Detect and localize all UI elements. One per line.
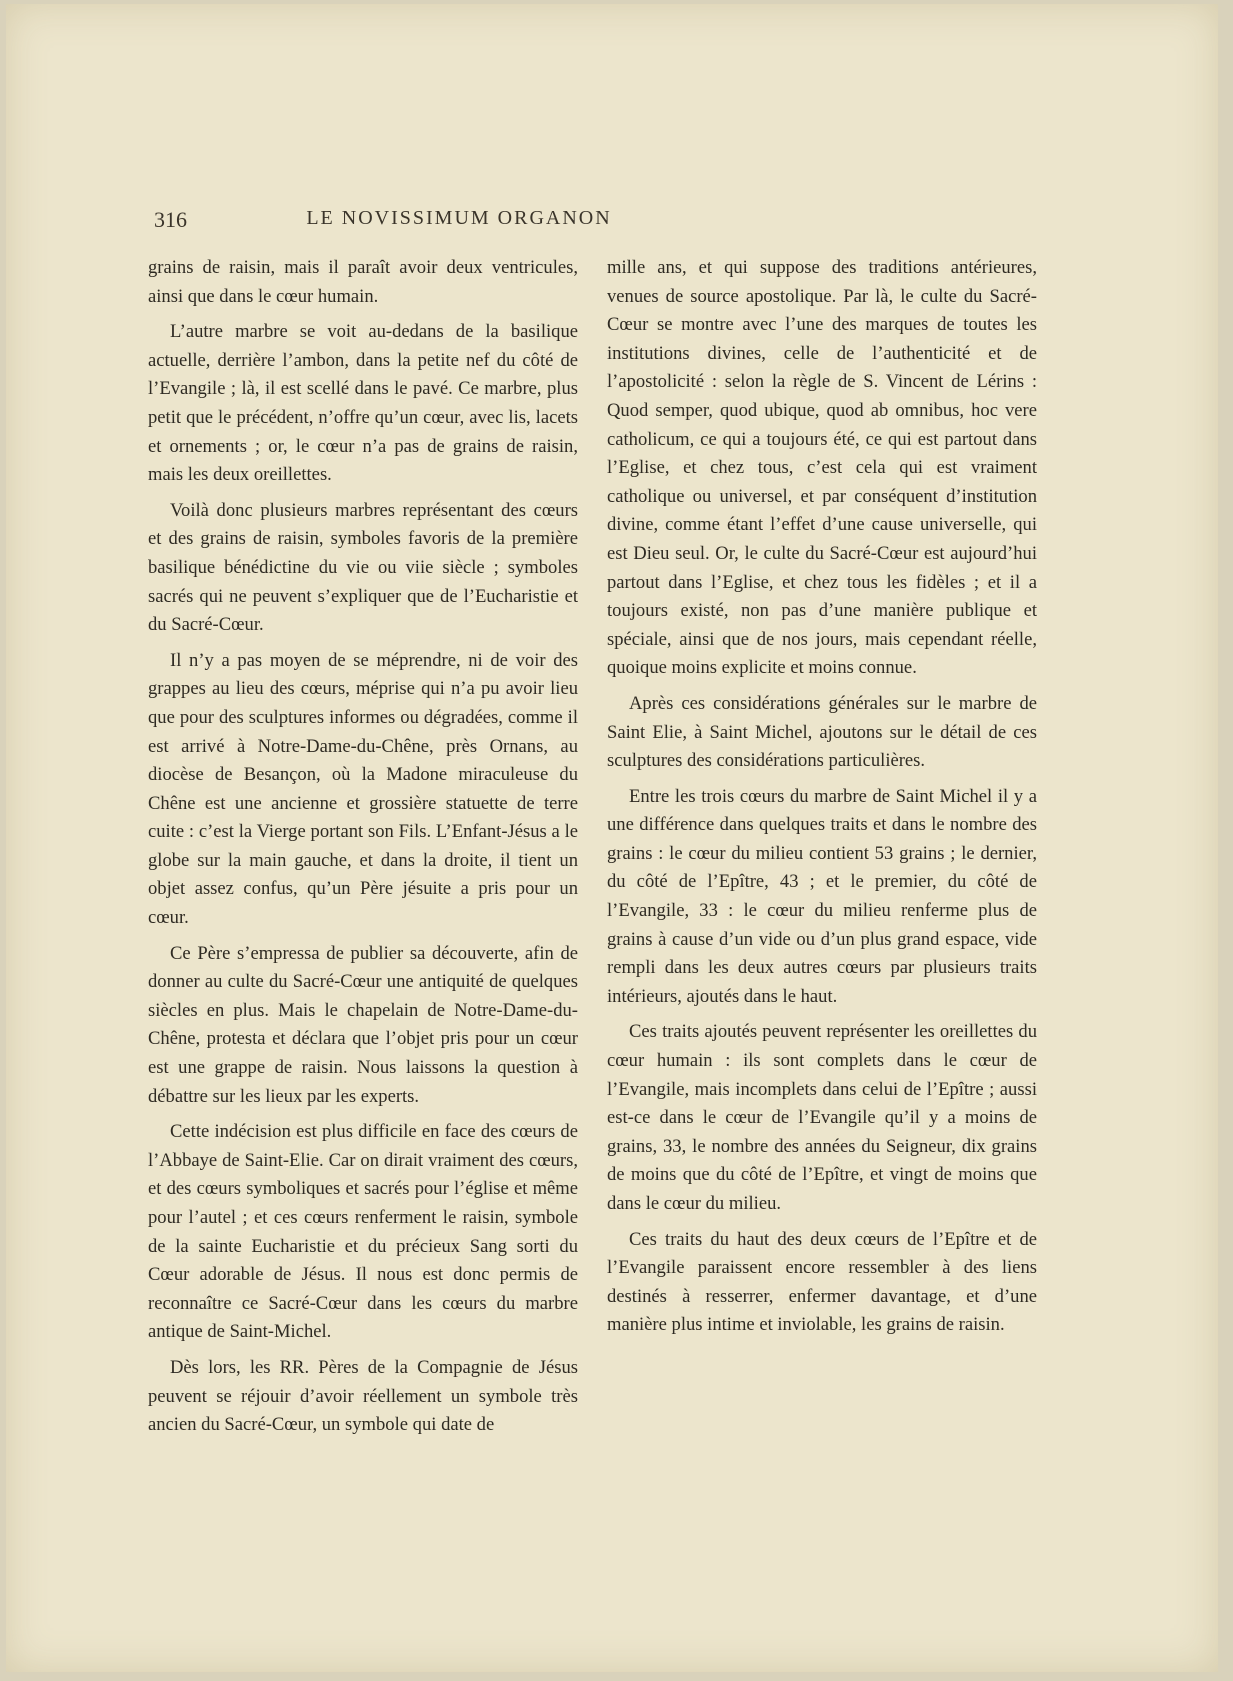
paragraph: Dès lors, les RR. Pères de la Compagnie de Jésus peuvent se réjouir d’avoir réellement un symbole très ancien du Sacré-Cœur, un symbole qui date de xyxy=(148,1356,578,1436)
right-column xyxy=(607,254,1037,1347)
left-column xyxy=(148,254,578,1447)
paragraph: Ces traits du haut des deux cœurs de l’Epître et de l’Evangile paraissent encore ressembler à des liens destinés à resserrer, enfermer davantage, et d’une manière plus intime et inviolable, les grains de raisin. xyxy=(607,1228,1037,1336)
document-page xyxy=(6,4,1218,1672)
page-header xyxy=(154,207,764,237)
paragraph: Entre les trois cœurs du marbre de Saint Michel il y a une différence dans quelques traits et dans le nombre des grains : le cœur du milieu contient 53 grains ; le dernier, du côté de l’Epître, 43 ; et le premier, du côté de l’Evangile, 33 : le cœur du milieu renferme plus de grains à cause d’un vide ou d’un plus grand espace, vide rempli dans les deux autres cœurs par plusieurs traits intérieurs, ajoutés dans le haut. xyxy=(607,785,1037,1007)
paragraph: grains de raisin, mais il paraît avoir deux ventricules, ainsi que dans le cœur humain. xyxy=(148,257,578,307)
paragraph: Cette indécision est plus difficile en face des cœurs de l’Abbaye de Saint-Elie. Car on dirait vraiment des cœurs, et des cœurs symboliques et sacrés pour l’église et même pour l’autel ; et ces cœurs renferment le raisin, symbole de la sainte Eucharistie et du précieux Sang sorti du Cœur adorable de Jésus. Il nous est donc permis de reconnaître ce Sacré-Cœur dans les cœurs du marbre antique de Saint-Michel. xyxy=(148,1121,578,1343)
running-title: LE NOVISSIMUM ORGANON xyxy=(306,207,612,229)
paragraph: Voilà donc plusieurs marbres représentant des cœurs et des grains de raisin, symboles favoris de la première basilique bénédictine du vie ou viie siècle ; symboles sacrés qui ne peuvent s’expliquer que de l’Eucharistie et du Sacré-Cœur. xyxy=(148,499,578,636)
paragraph: L’autre marbre se voit au-dedans de la basilique actuelle, derrière l’ambon, dans la petite nef du côté de l’Evangile ; là, il est scellé dans le pavé. Ce marbre, plus petit que le précédent, n’offre qu’un cœur, avec lis, lacets et ornements ; or, le cœur n’a pas de grains de raisin, mais les deux oreillettes. xyxy=(148,321,578,486)
paragraph: Ce Père s’empressa de publier sa découverte, afin de donner au culte du Sacré-Cœur une antiquité de quelques siècles en plus. Mais le chapelain de Notre-Dame-du-Chêne, protesta et déclara que l’objet pris pour un cœur est une grappe de raisin. Nous laissons la question à débattre sur les lieux par les experts. xyxy=(148,942,578,1107)
paragraph: Après ces considérations générales sur le marbre de Saint Elie, à Saint Michel, ajoutons sur le détail de ces sculptures des considérations particulières. xyxy=(607,692,1037,772)
paragraph: Il n’y a pas moyen de se méprendre, ni de voir des grappes au lieu des cœurs, méprise qui n’a pu avoir lieu que pour des sculptures informes ou dégradées, comme il est arrivé à Notre-Dame-du-Chêne, près Ornans, au diocèse de Besançon, où la Madone miraculeuse du Chêne est une ancienne et grossière statuette de terre cuite : c’est la Vierge portant son Fils. L’Enfant-Jésus a le globe sur la main gauche, et dans la droite, il tient un objet assez confus, qu’un Père jésuite a pris pour un cœur. xyxy=(148,649,578,929)
paragraph: Ces traits ajoutés peuvent représenter les oreillettes du cœur humain : ils sont complets dans le cœur de l’Evangile, mais incomplets dans celui de l’Epître ; aussi est-ce dans le cœur de l’Evangile qu’il y a moins de grains, 33, le nombre des années du Seigneur, dix grains de moins que du côté de l’Epître, et vingt de moins que dans le cœur du milieu. xyxy=(607,1021,1037,1214)
paragraph: mille ans, et qui suppose des traditions antérieures, venues de source apostolique. Par là, le culte du Sacré-Cœur se montre avec l’une des marques de toutes les institutions divines, celle de l’authenticité et de l’apostolicité : selon la règle de S. Vincent de Lérins : Quod semper, quod ubique, quod ab omnibus, hoc vere catholicum, ce qui a toujours été, ce qui est partout dans l’Eglise, et chez tous, c’est cela qui est vraiment catholique ou universel, et par conséquent d’institution divine, comme étant l’effet d’une cause universelle, qui est Dieu seul. Or, le culte du Sacré-Cœur est aujourd’hui partout dans l’Eglise, et chez tous les fidèles ; et il a toujours existé, non pas d’une manière publique et spéciale, ainsi que de nos jours, mais cependant réelle, quoique moins explicite et moins connue. xyxy=(607,257,1037,679)
page-number: 316 xyxy=(154,207,187,232)
